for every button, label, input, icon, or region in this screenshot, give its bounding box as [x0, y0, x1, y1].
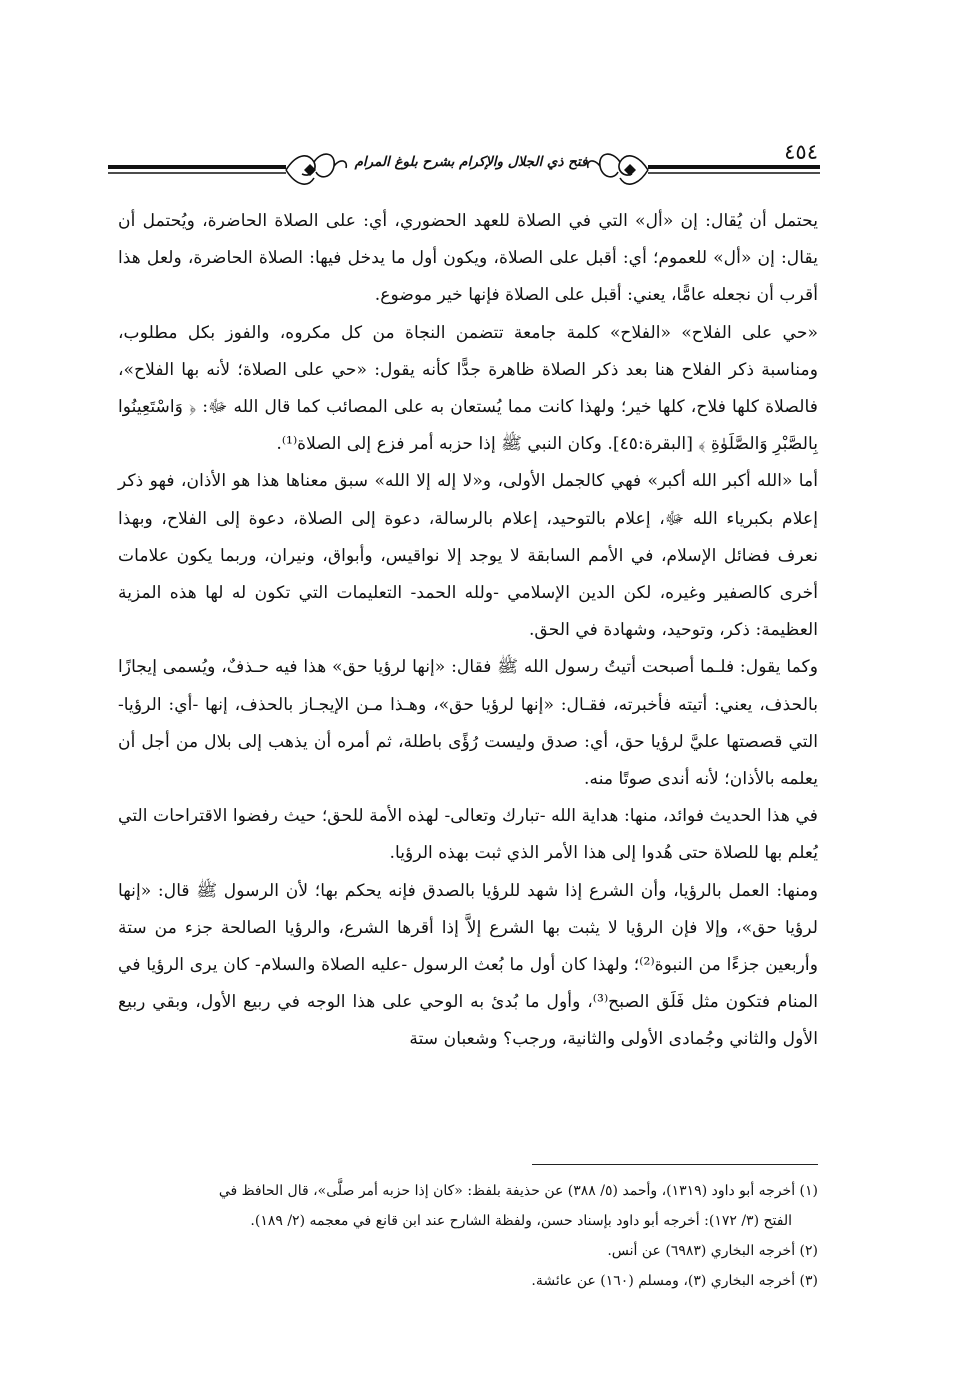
page-header — [108, 140, 820, 192]
footnote-1: (١) أخرجه أبو داود (١٣١٩)، وأحمد (٥/ ٣٨٨) عن حذيفة بلفظ: «كان إذا حزبه أمر صلَّى»، قال الحافظ في — [218, 1183, 818, 1199]
paragraph-3: أما «الله أكبر الله أكبر» فهي كالجمل الأولى، و«لا إله إلا الله» سبق معناها هذا هو الأذان، فهو ذكر إعلام بكبرياء الله ﷻ، إعلام بالتوحيد، إعلام بالرسالة، دعوة إلى الصلاة، دعوة إلى الفلاح، وبهذا نعرف فضائل الإسلام، في الأمم السابقة لا يوجد إلا نواقيس، وأبواق، ونيران، وربما يكون علامات أخرى كالصفير وغيره، لكن الدين الإسلامي -ولله الحمد- التعليمات التي تكون له لها هذه المزية العظيمة: ذكر، وتوحيد، وشهادة في الحق. — [118, 471, 819, 641]
footnote-divider — [532, 1164, 818, 1165]
paragraph-1: يحتمل أن يُقال: إن «أل» التي في الصلاة للعهد الحضوري، أي: على الصلاة الحاضرة، ويُحتمل أن يقال: إن «أل» للعموم؛ أي: أقبل على الصلاة، ويكون أول ما يدخل فيها: الصلاة الحاضرة، ولعل هذا أقرب أن نجعله عامًّا، يعني: أقبل على الصلاة فإنها خير موضوع. — [118, 211, 818, 306]
footnotes — [118, 1176, 818, 1296]
main-text — [118, 203, 818, 1059]
book-title: فتح ذي الجلال والإكرام بشرح بلوغ المرام — [354, 154, 588, 170]
paragraph-5: في هذا الحديث فوائد، منها: هداية الله -تبارك وتعالى- لهذه الأمة للحق؛ حيث رفضوا الاقتراحات التي يُعلم بها للصلاة حتى هُدوا إلى هذا الأمر الذي ثبت بهذه الرؤيا. — [118, 806, 818, 864]
paragraph-6: ومنها: العمل بالرؤيا، وأن الشرع إذا شهد للرؤيا بالصدق فإنه يحكم بها؛ لأن الرسول ﷺ قال: «إنها لرؤيا حق»، وإلا فإن الرؤيا لا يثبت بها الشرع إلاَّ إذا أقرها الشرع، والرؤيا الصالحة جزء من ستة وأربعين جزءًا من النبوة⁽²⁾؛ ولهذا كان أول ما بُعث الرسول -عليه الصلاة والسلام- كان يرى الرؤيا في المنام فتكون مثل فَلَق الصبح⁽³⁾، وأول ما بُدئ به الوحي على هذا الوجه في ربيع الأول، وبقي ربيع الأول والثاني وجُمادى الأولى والثانية، ورجب؟ وشعبان ستة — [118, 880, 819, 1050]
footnote-3: (٣) أخرجه البخاري (٣)، ومسلم (١٦٠) عن عائشة. — [531, 1273, 818, 1289]
paragraph-4: وكما يقول: فلـما أصبحت أتيتُ رسول الله ﷺ فقال: «إنها لرؤيا حق» هذا فيه حـذفٌ، ويُسمى إيجازًا بالحذف، يعني: أتيته فأخبرته، فقـال: «إنها لرؤيا حق»، وهـذا مـن الإيجـاز بالحذف، إنها -أي: الرؤيا- التي قصصتها عليَّ لرؤيا حق، أي: صدق وليست رُؤًى باطلة، ثم أمره أن يذهب إلى بلال من أجل أن يعلمه بالأذان؛ لأنه أندى صوتًا منه. — [118, 657, 818, 790]
footnote-2: (٢) أخرجه البخاري (٦٩٨٣) عن أنس. — [607, 1243, 818, 1259]
footnote-1-continued: الفتح (٣/ ١٧٢): أخرجه أبو داود بإسناد حسن، ولفظة الشارح عند ابن قانع في معجمه (٢/ ١٨٩). — [250, 1213, 792, 1229]
paragraph-2: «حي على الفلاح» «الفلاح» كلمة جامعة تتضمن النجاة من كل مكروه، والفوز بكل مطلوب، ومناسبة ذكر الفلاح هنا بعد ذكر الصلاة ظاهرة جدًّا كأنه يقول: «حي على الصلاة؛ لأنه بها الفلاح»، فالصلاة كلها فلاح، كلها خير؛ ولهذا كانت مما يُستعان به على المصائب كما قال الله ﷻ: ﴿ وَاسْتَعِينُوا بِالصَّبْرِ وَالصَّلَوٰةِ ﴾ [البقرة:٤٥]. وكان النبي ﷺ إذا حزبه أمر فزع إلى الصلاة⁽¹⁾. — [118, 322, 818, 455]
page-number: ٤٥٤ — [784, 140, 818, 164]
